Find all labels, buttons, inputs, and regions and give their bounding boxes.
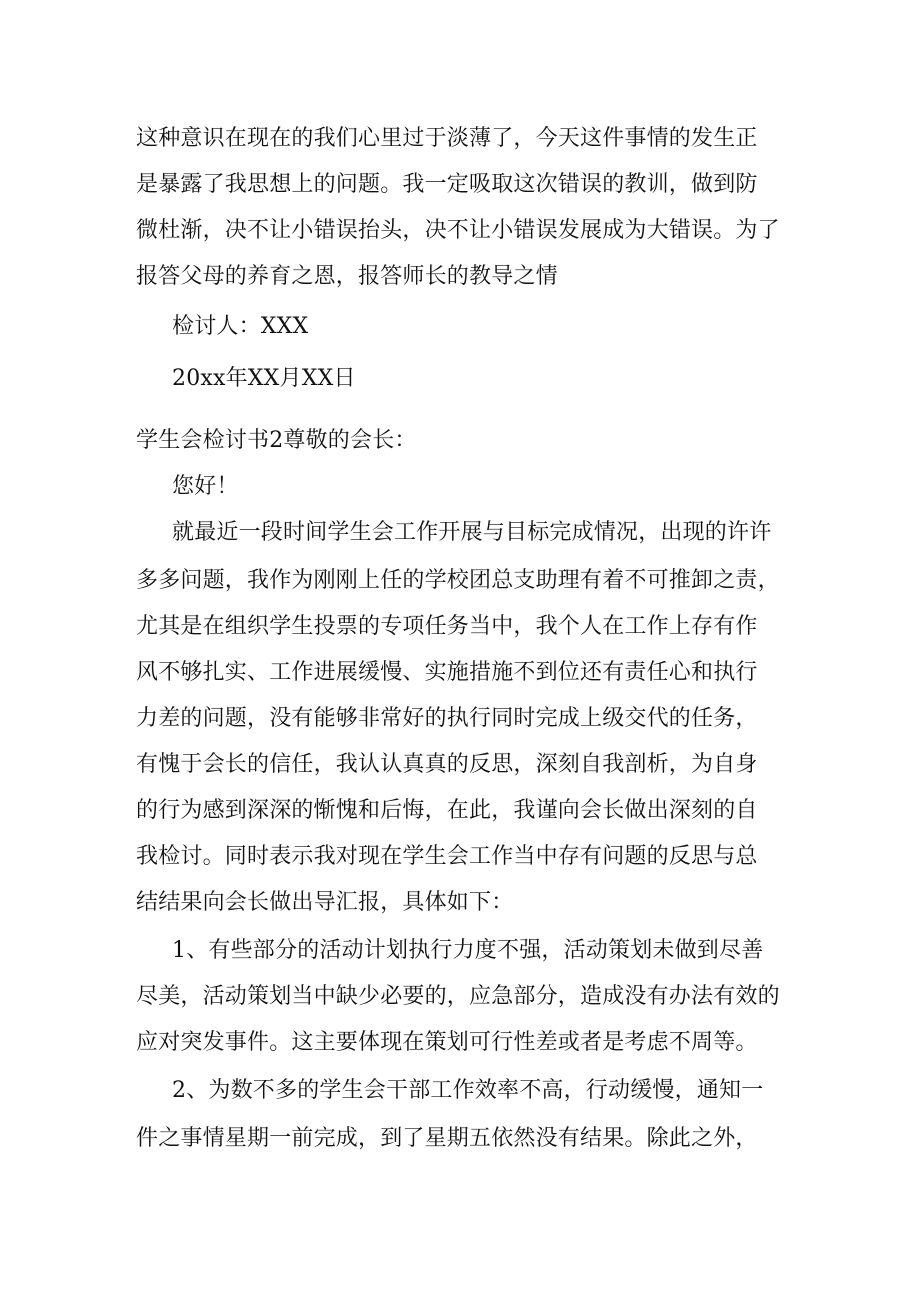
paragraph-1-line-5: 力差的问题，没有能够非常好的执行同时完成上级交代的任务， bbox=[136, 706, 758, 731]
continuation-line-1: 这种意识在现在的我们心里过于淡薄了，今天这件事情的发生正 bbox=[136, 126, 758, 151]
paragraph-1-line-3: 尤其是在组织学生投票的专项任务当中，我个人在工作上存有作 bbox=[136, 614, 758, 639]
paragraph-1-line-1: 就最近一段时间学生会工作开展与目标完成情况，出现的许许 bbox=[172, 520, 772, 545]
paragraph-1-line-2: 多多问题，我作为刚刚上任的学校团总支助理有着不可推卸之责， bbox=[136, 568, 780, 593]
paragraph-1-line-8: 我检讨。同时表示我对现在学生会工作当中存有问题的反思与总 bbox=[136, 844, 758, 869]
date-line: 20xx年XX月XX日 bbox=[172, 366, 356, 391]
item-2-line-2: 件之事情星期一前完成，到了星期五依然没有结果。除此之外， bbox=[136, 1126, 758, 1151]
paragraph-1-line-4: 风不够扎实、工作进展缓慢、实施措施不到位还有责任心和执行 bbox=[136, 660, 758, 685]
item-1-line-2: 尽美，活动策划当中缺少必要的，应急部分，造成没有办法有效的 bbox=[136, 984, 780, 1009]
section-heading: 学生会检讨书2尊敬的会长： bbox=[136, 428, 417, 453]
paragraph-1-line-6: 有愧于会长的信任，我认认真真的反思，深刻自我剖析，为自身 bbox=[136, 752, 758, 777]
paragraph-1-line-7: 的行为感到深深的惭愧和后悔，在此，我谨向会长做出深刻的自 bbox=[136, 798, 758, 823]
paragraph-1-line-9: 结结果向会长做出导汇报，具体如下： bbox=[136, 890, 514, 915]
continuation-line-3: 微杜渐，决不让小错误抬头，决不让小错误发展成为大错误。为了 bbox=[136, 218, 780, 243]
signature-line: 检讨人：XXX bbox=[172, 314, 309, 339]
continuation-line-2: 是暴露了我思想上的问题。我一定吸取这次错误的教训，做到防 bbox=[136, 172, 758, 197]
item-1-line-3: 应对突发事件。这主要体现在策划可行性差或者是考虑不周等。 bbox=[136, 1030, 758, 1055]
item-2-line-1: 2、为数不多的学生会干部工作效率不高，行动缓慢，通知一 bbox=[172, 1078, 764, 1103]
continuation-line-4: 报答父母的养育之恩，报答师长的教导之情 bbox=[136, 264, 558, 289]
item-1-line-1: 1、有些部分的活动计划执行力度不强，活动策划未做到尽善 bbox=[172, 938, 764, 963]
greeting: 您好！ bbox=[172, 474, 239, 499]
